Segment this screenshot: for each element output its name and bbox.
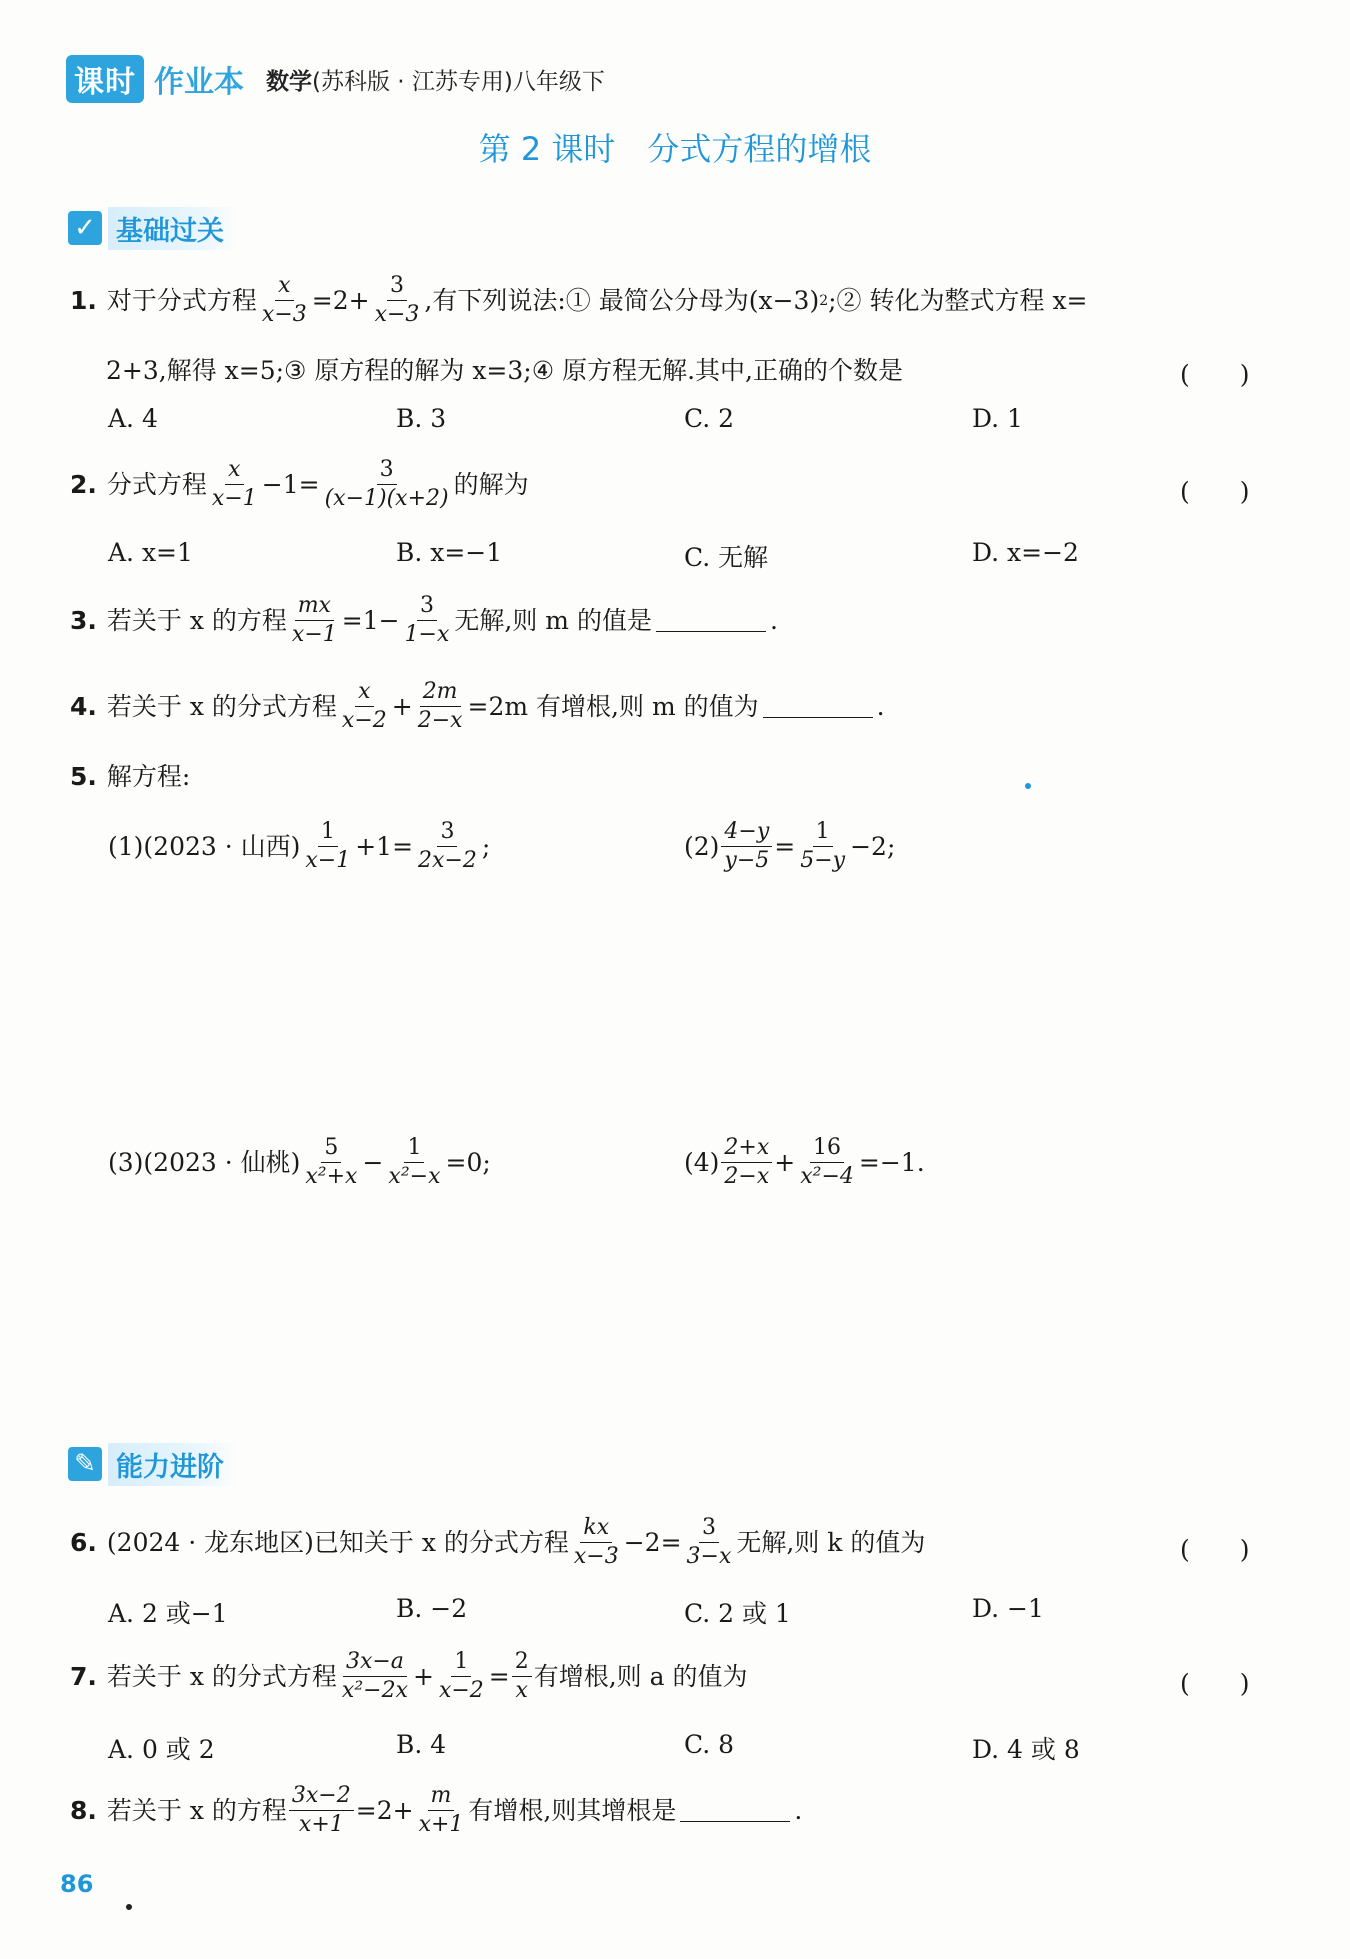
question-number: 3. (70, 605, 97, 635)
question-1-line2: 2+3,解得 x=5;③ 原方程的解为 x=3;④ 原方程无解.其中,正确的个数是 (106, 356, 903, 385)
fraction: $\frac{1}{x-2}$ (438, 1649, 484, 1703)
fraction: $\frac{4-y}{y-5}$ (721, 818, 772, 875)
option-d: D. 1 (972, 404, 1023, 433)
section-advanced (68, 1444, 238, 1484)
question-text: 对于分式方程 (106, 285, 257, 315)
answer-blank[interactable] (656, 609, 766, 632)
option-a: A. 2 或−1 (108, 1599, 228, 1628)
fraction: $\frac{x}{x-1}$ (211, 457, 257, 511)
fraction: $\frac{1}{5-y}$ (800, 819, 846, 873)
question-8: 8. 若关于 x 的方程 $\frac{3x-2}{x+1}$ =2+ $\frac{m}{x+1}$ 有增根,则其增根是 . (70, 1783, 803, 1837)
fraction: $\frac{3}{1-x}$ (404, 593, 450, 647)
fraction: $\frac{mx}{x-1}$ (291, 593, 337, 647)
answer-blank[interactable] (763, 695, 873, 718)
option-b: B. 3 (396, 404, 447, 433)
fraction: $\frac{m}{x+1}$ (418, 1783, 464, 1837)
question-5-part-1: (1)(2023 · 山西) $\frac{1}{x-1}$ +1= $\frac{3}{2x-2}$ ; (108, 819, 491, 873)
fraction: $\frac{2m}{2-x}$ (417, 679, 463, 733)
question-5: 5. 解方程: (70, 760, 190, 794)
answer-paren: ( ) (1180, 477, 1250, 506)
question-number: 7. (70, 1661, 97, 1691)
fraction: $\frac{3}{(x-1)(x+2)}$ (324, 457, 449, 511)
option-a: A. 4 (108, 404, 158, 433)
question-4: 4. 若关于 x 的分式方程 $\frac{x}{x-2}$ + $\frac{2m}{2-x}$ =2m 有增根,则 m 的值为 . (70, 679, 885, 733)
option-b: B. 4 (396, 1730, 447, 1759)
section-advanced-label: 能力进阶 (108, 1443, 238, 1486)
ink-dot (126, 1904, 132, 1910)
ink-dot (1025, 783, 1031, 789)
section-basic (68, 208, 238, 248)
fraction: $\frac{1}{\text{x²−x}}$ (388, 1135, 441, 1189)
option-d: D. −1 (972, 1594, 1044, 1623)
subject: 数学 (266, 68, 312, 95)
option-c: C. 无解 (684, 543, 769, 572)
fraction: $\frac{3x-a}{\text{x²−2x}}$ (341, 1649, 408, 1703)
fraction: $\frac{2+x}{2-x}$ (721, 1134, 772, 1191)
question-5-part-4: (4) $\frac{2+x}{2-x}$ + $\frac{16}{\text{x²−4}}$ =−1. (684, 1135, 925, 1189)
option-d: D. x=−2 (972, 538, 1079, 567)
page-header (66, 56, 605, 102)
answer-blank[interactable] (680, 1799, 790, 1822)
question-5-part-3: (3)(2023 · 仙桃) $\frac{5}{\text{x²+x}}$ − $\frac{1}{\text{x²−x}}$ =0; (108, 1135, 491, 1189)
section-basic-label: 基础过关 (108, 207, 238, 250)
question-number: 2. (70, 469, 97, 499)
question-5-part-2: (2) $\frac{4-y}{y-5}$ = $\frac{1}{5-y}$ −2; (684, 819, 896, 873)
checkmark-icon: ✓ (68, 211, 102, 245)
edition: (苏科版 · 江苏专用)八年级下 (312, 68, 605, 95)
option-c: C. 8 (684, 1730, 735, 1759)
option-c: C. 2 或 1 (684, 1599, 791, 1628)
fraction: $\frac{x}{x-2}$ (341, 679, 387, 733)
answer-paren: ( ) (1180, 1669, 1250, 1698)
fraction: $\frac{3x-2}{x+1}$ (289, 1782, 354, 1839)
question-3: 3. 若关于 x 的方程 $\frac{mx}{x-1}$ =1− $\frac{3}{1-x}$ 无解,则 m 的值是 . (70, 593, 778, 647)
pencil-edit-icon: ✎ (68, 1447, 102, 1481)
fraction: $\frac{2}{x}$ (512, 1648, 532, 1705)
fraction: $\frac{16}{\text{x²−4}}$ (800, 1135, 854, 1189)
fraction: $\frac{5}{\text{x²+x}}$ (305, 1135, 358, 1189)
fraction: $\frac{3}{x-3}$ (374, 273, 420, 327)
fraction: $\frac{3}{3-x}$ (686, 1515, 732, 1569)
question-number: 8. (70, 1795, 97, 1825)
option-b: B. x=−1 (396, 538, 503, 567)
question-2: 2. 分式方程 $\frac{x}{x-1}$ −1= $\frac{3}{(x-1)(x+2)}$ 的解为 (70, 457, 529, 511)
page-number: 86 (60, 1870, 94, 1898)
fraction: $\frac{x}{x-3}$ (261, 273, 307, 327)
question-number: 1. (70, 285, 97, 315)
brand-logo-text: 作业本 (154, 65, 244, 100)
option-d: D. 4 或 8 (972, 1735, 1080, 1764)
fraction: $\frac{1}{x-1}$ (305, 819, 351, 873)
option-b: B. −2 (396, 1594, 468, 1623)
option-a: A. 0 或 2 (108, 1735, 215, 1764)
question-number: 5. (70, 762, 97, 791)
question-number: 6. (70, 1527, 97, 1557)
question-1: 1. 对于分式方程 $\frac{x}{x-3}$ =2+ $\frac{3}{x-3}$ ,有下列说法:① 最简公分母为(x−3) 2 ;② 转化为整式方程 x= (70, 273, 1088, 327)
question-number: 4. (70, 691, 97, 721)
brand-logo: 课时 (66, 55, 144, 103)
fraction: $\frac{3}{2x-2}$ (418, 819, 477, 873)
question-6: 6. (2024 · 龙东地区)已知关于 x 的分式方程 $\frac{kx}{x-3}$ −2= $\frac{3}{3-x}$ 无解,则 k 的值为 (70, 1515, 926, 1569)
fraction: $\frac{kx}{x-3}$ (573, 1515, 619, 1569)
book-info (266, 63, 605, 96)
option-a: A. x=1 (108, 538, 193, 567)
answer-paren: ( ) (1180, 1535, 1250, 1564)
answer-paren: ( ) (1180, 360, 1250, 389)
option-c: C. 2 (684, 404, 735, 433)
question-7: 7. 若关于 x 的分式方程 $\frac{3x-a}{\text{x²−2x}}$ + $\frac{1}{x-2}$ = $\frac{2}{x}$ 有增根,则 a 的值为 (70, 1649, 748, 1703)
lesson-title: 第 2 课时 分式方程的增根 (478, 130, 872, 168)
